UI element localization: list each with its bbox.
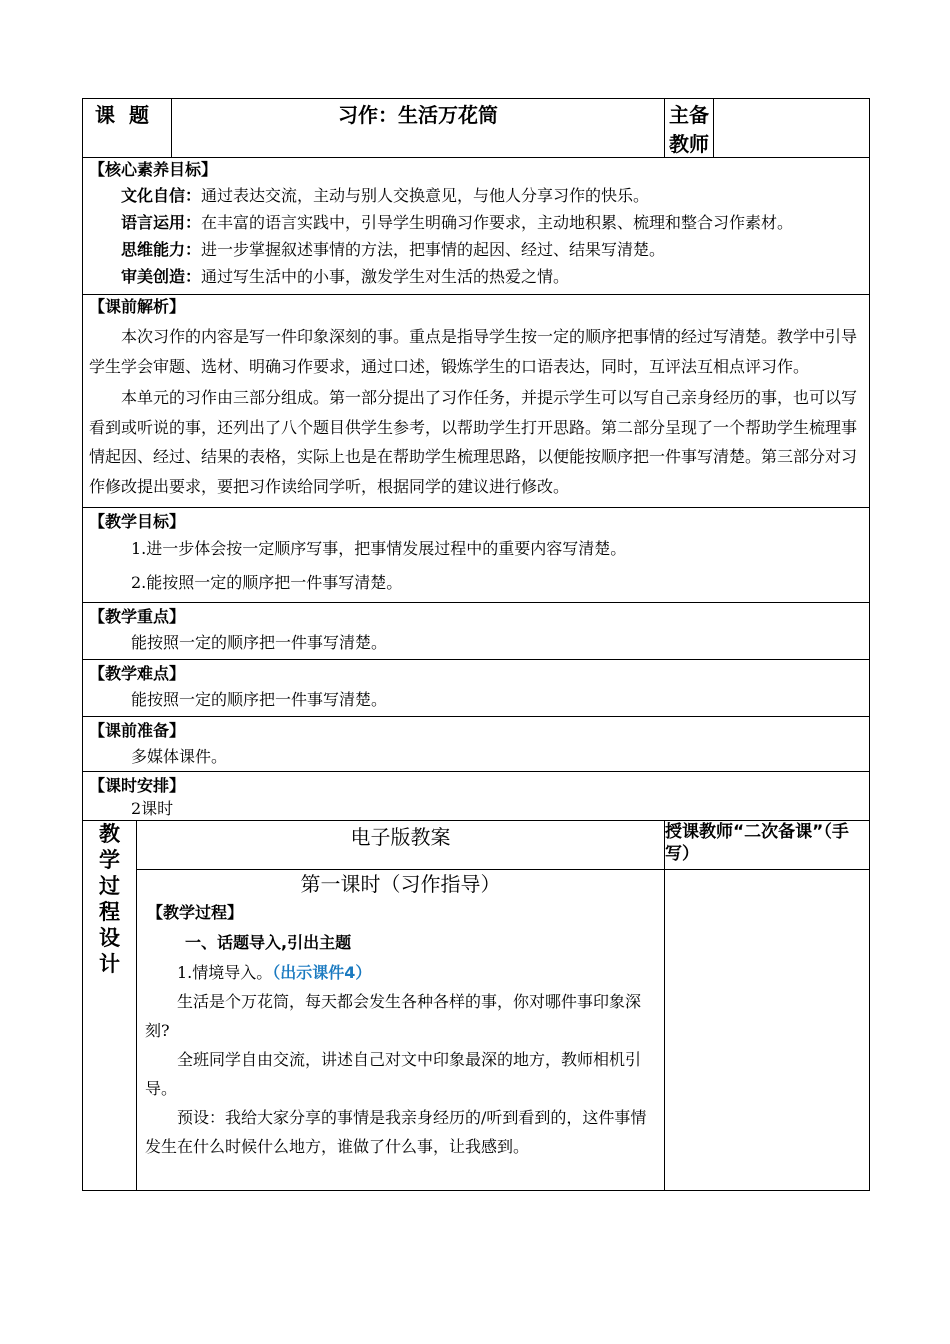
section-heading: 一、话题导入,引出主题 [185,933,352,952]
core-goals-row [83,158,870,295]
handwritten-notes-area[interactable] [665,870,870,1191]
lesson-title: 第一课时（习作指导） [300,872,501,896]
lesson-content [137,870,665,1191]
difficulty-row [83,660,870,717]
process-body-row [83,870,870,1191]
topic-value: 习作：生活万花筒 [172,99,665,158]
analysis-paragraph: 本单元的习作由三部分组成。第一部分提出了习作任务，并提示学生可以写自己亲身经历的事，也可以写看到或听说的事，还列出了八个题目供学生参考，以帮助学生打开思路。第二部分呈现了一个帮助学生梳理事情起因、经过、结果的表格，实际上也是在帮助学生梳理思路，以便能按顺序把一件事写清楚。第三部分对习作修改提出要求，要把习作读给同学听，根据同学的建议进行修改。 [89,388,858,496]
goal-item: 思维能力：进一步掌握叙述事情的方法，把事情的起因、经过、结果写清楚。 [121,240,666,259]
analysis-heading: 【课前解析】 [89,297,186,316]
key-point-row [83,603,870,660]
teacher-value[interactable] [714,99,870,158]
key-point-text: 能按照一定的顺序把一件事写清楚。 [131,633,388,652]
goal-item: 审美创造：通过写生活中的小事，激发学生对生活的热爱之情。 [121,267,570,286]
key-point-heading: 【教学重点】 [89,607,186,626]
lesson-paragraph: 预设：我给大家分享的事情是我亲身经历的/听到看到的，这件事情发生在什么时候什么地方，谁做了什么事，让我感到。 [145,1108,647,1156]
schedule-row [83,772,870,821]
schedule-heading: 【课时安排】 [89,776,186,795]
preparation-row [83,717,870,772]
goal-item: 文化自信：通过表达交流，主动与别人交换意见，与他人分享习作的快乐。 [121,186,650,205]
header-row [83,99,870,158]
lesson-plan-table [82,98,870,1191]
analysis-paragraph: 本次习作的内容是写一件印象深刻的事。重点是指导学生按一定的顺序把事情的经过写清楚。教学中引导学生学会审题、选材、明确习作要求，通过口述，锻炼学生的口语表达，同时，互评法互相点评习作。 [89,327,858,376]
step-item: 1.情境导入。（出示课件4） [177,963,372,982]
objective-item: 1.进一步体会按一定顺序写事，把事情发展过程中的重要内容写清楚。 [131,539,627,558]
process-side-label: 教 学 过 程 设 计 [83,821,137,1191]
lesson-plan-page [82,98,869,1191]
teacher-label: 主备教师 [665,99,714,158]
lesson-paragraph: 全班同学自由交流，讲述自己对文中印象最深的地方，教师相机引导。 [145,1050,642,1098]
courseware-tag: （出示课件4） [272,963,372,982]
difficulty-heading: 【教学难点】 [89,664,186,683]
handwritten-notes-title: 授课教师“二次备课”（手写） [665,821,870,870]
preparation-text: 多媒体课件。 [131,747,228,766]
difficulty-text: 能按照一定的顺序把一件事写清楚。 [131,690,388,709]
lesson-paragraph: 生活是个万花筒，每天都会发生各种各样的事，你对哪件事印象深刻? [145,992,642,1040]
topic-label: 课题 [83,99,172,158]
preparation-heading: 【课前准备】 [89,721,186,740]
process-header-row [83,821,870,870]
objective-item: 2.能按照一定的顺序把一件事写清楚。 [131,573,403,592]
schedule-text: 2课时 [131,799,174,818]
process-heading: 【教学过程】 [147,903,244,922]
objectives-row [83,508,870,603]
electronic-plan-title: 电子版教案 [137,821,665,870]
analysis-row [83,295,870,508]
goal-item: 语言运用：在丰富的语言实践中，引导学生明确习作要求，主动地积累、梳理和整合习作素材。 [121,213,794,232]
objectives-heading: 【教学目标】 [89,512,186,531]
core-goals-heading: 【核心素养目标】 [89,160,218,179]
